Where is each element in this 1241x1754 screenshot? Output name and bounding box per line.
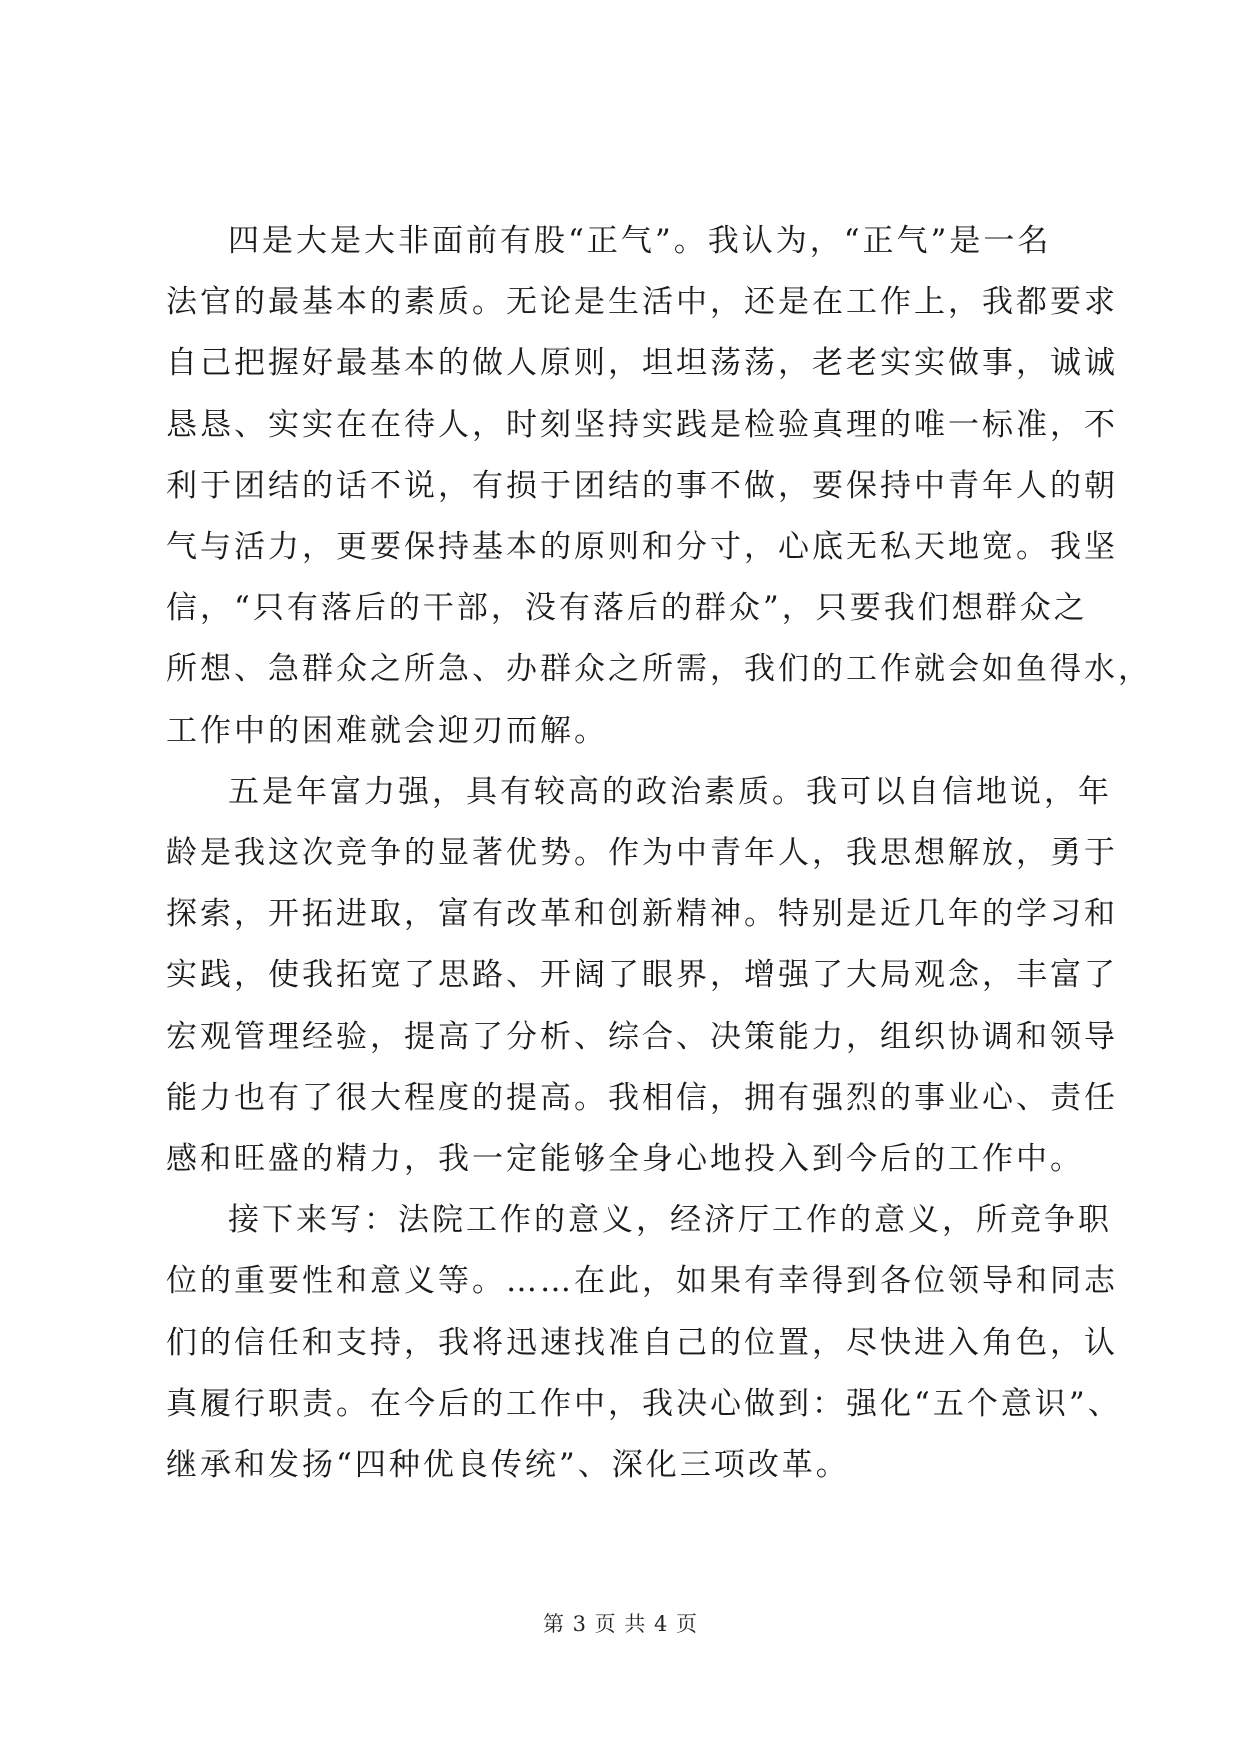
paragraph-3 <box>166 1190 1122 1496</box>
paragraph-2 <box>166 762 1118 1190</box>
paragraph-line: 探索，开拓进取，富有改革和创新精神。特别是近几年的学习和 <box>166 896 1118 933</box>
paragraph-line: 能力也有了很大程度的提高。我相信，拥有强烈的事业心、责任 <box>166 1079 1118 1116</box>
paragraph-line: 气与活力，更要保持基本的原则和分寸，心底无私天地宽。我坚 <box>166 529 1118 566</box>
paragraph-line: 法官的最基本的素质。无论是生活中，还是在工作上，我都要求 <box>166 284 1118 321</box>
page-number-footer: 第 3 页 共 4 页 <box>542 1612 699 1636</box>
paragraph-line: 实践，使我拓宽了思路、开阔了眼界，增强了大局观念，丰富了 <box>166 957 1118 994</box>
paragraph-line: 接下来写：法院工作的意义，经济厅工作的意义，所竞争职 <box>228 1202 1112 1239</box>
paragraph-line: 们的信任和支持，我将迅速找准自己的位置，尽快进入角色，认 <box>166 1324 1118 1361</box>
paragraph-line: 所想、急群众之所急、办群众之所需，我们的工作就会如鱼得水， <box>166 651 1152 688</box>
paragraph-line: 四是大是大非面前有股“正气”。我认为，“正气”是一名 <box>228 223 1052 259</box>
paragraph-line: 位的重要性和意义等。……在此，如果有幸得到各位领导和同志 <box>166 1263 1118 1300</box>
paragraph-line: 感和旺盛的精力，我一定能够全身心地投入到今后的工作中。 <box>166 1141 1084 1178</box>
paragraph-line: 宏观管理经验，提高了分析、综合、决策能力，组织协调和领导 <box>166 1018 1118 1055</box>
paragraph-line: 利于团结的话不说，有损于团结的事不做，要保持中青年人的朝 <box>166 467 1118 504</box>
paragraph-line: 龄是我这次竞争的显著优势。作为中青年人，我思想解放，勇于 <box>166 835 1118 872</box>
paragraph-line: 真履行职责。在今后的工作中，我决心做到：强化“五个意识”、 <box>166 1385 1122 1422</box>
document-body <box>166 211 1152 1496</box>
paragraph-line: 恳恳、实实在在待人，时刻坚持实践是检验真理的唯一标准，不 <box>166 406 1118 443</box>
paragraph-line: 五是年富力强，具有较高的政治素质。我可以自信地说，年 <box>228 773 1112 810</box>
paragraph-line: 自己把握好最基本的做人原则，坦坦荡荡，老老实实做事，诚诚 <box>166 345 1118 382</box>
paragraph-line: 继承和发扬“四种优良传统”、深化三项改革。 <box>166 1447 850 1484</box>
paragraph-1 <box>166 211 1152 762</box>
paragraph-line: 信，“只有落后的干部，没有落后的群众”，只要我们想群众之 <box>166 590 1088 627</box>
paragraph-line: 工作中的困难就会迎刃而解。 <box>166 712 608 749</box>
